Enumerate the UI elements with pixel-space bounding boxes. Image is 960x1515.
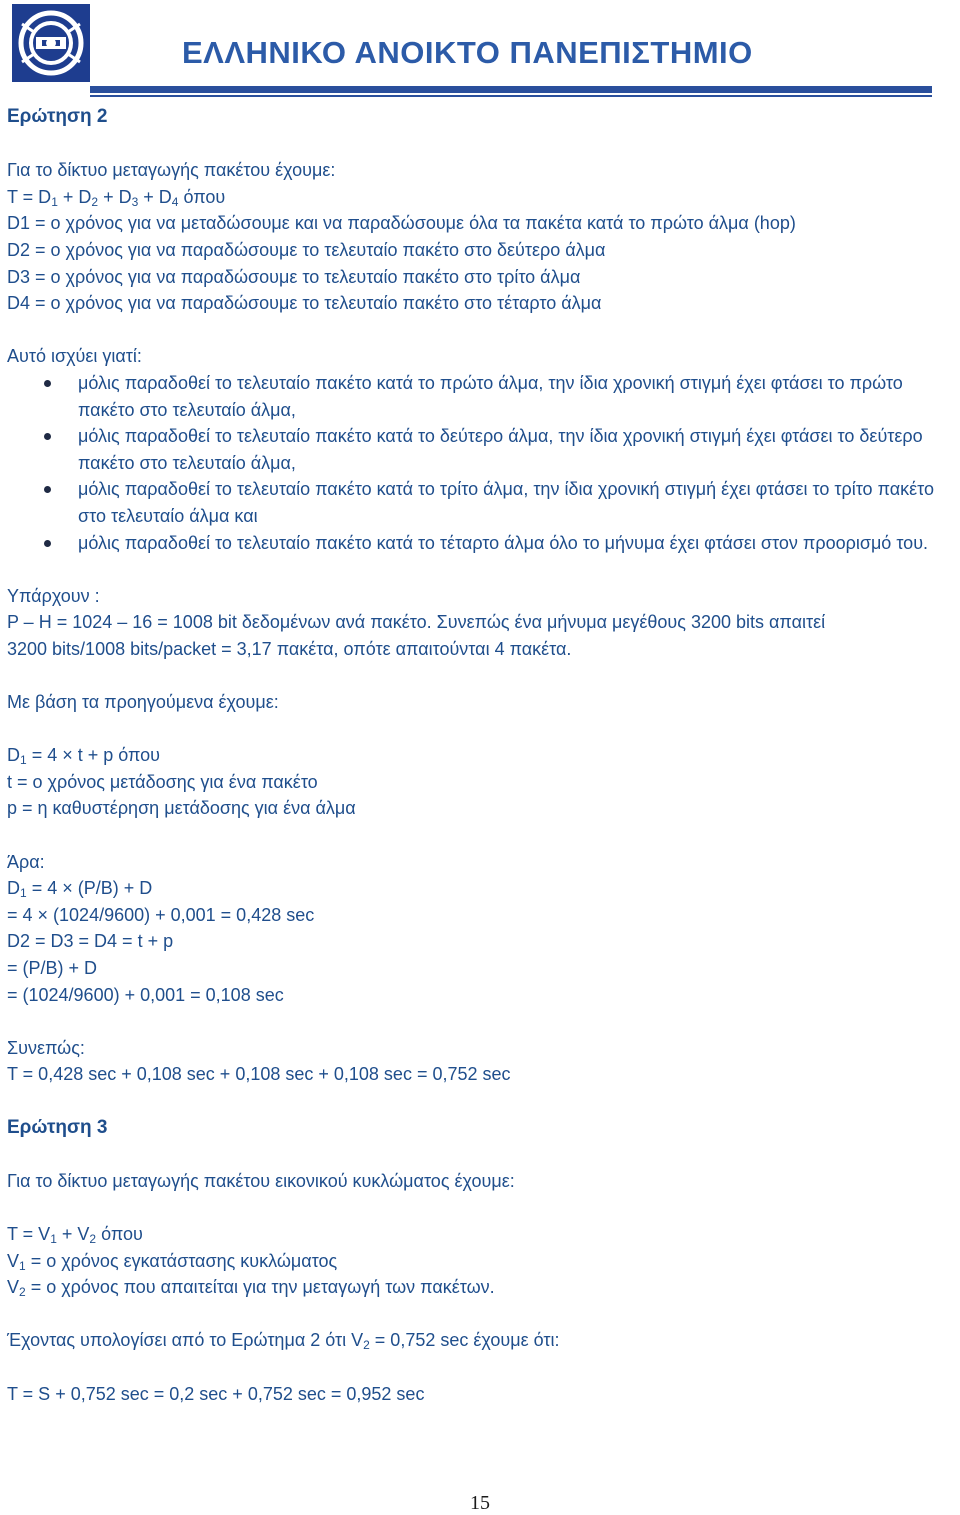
q2-calc-2: = 4 × (1024/9600) + 0,001 = 0,428 sec xyxy=(7,904,315,925)
list-item: μόλις παραδοθεί το τελευταίο πακέτο κατά το τέταρτο άλμα όλο το μήνυμα έχει φτάσει στον προορισμό του. xyxy=(7,530,955,557)
q2-therefore: Συνεπώς: xyxy=(7,1037,85,1058)
list-item: μόλις παραδοθεί το τελευταίο πακέτο κατά το πρώτο άλμα, την ίδια χρονική στιγμή έχει φτάσει το πρώτο πακέτο στο τελευταίο άλμα, xyxy=(7,370,955,423)
q3-v1-def: $V_1 = o$ χρόνος εγκατάστασης κυκλώματος xyxy=(7,1250,338,1273)
q2-d1-formula: $D_1 = 4 \times t + p$ όπου xyxy=(7,745,161,768)
q3-intro: Για το δίκτυο μεταγωγής πακέτου εικονικού κυκλώματος έχουμε: xyxy=(7,1170,515,1191)
bullet-icon xyxy=(44,486,51,493)
q3-final: T = S + 0,752 sec = 0,2 sec + 0,752 sec = 0,952 sec xyxy=(7,1383,425,1404)
q2-p-def: p = η καθυστέρηση μετάδοσης για ένα άλμα xyxy=(7,798,356,819)
question-2-heading: Ερώτηση 2 xyxy=(7,106,108,127)
q2-bits-line: 3200 bits/1008 bits/packet = 3,17 πακέτα, οπότε απαιτούνται 4 πακέτα. xyxy=(7,638,572,659)
q2-total: T = 0,428 sec + 0,108 sec + 0,108 sec + 0,108 sec = 0,752 sec xyxy=(7,1064,511,1085)
q2-d1-def: D1 = ο χρόνος για να μεταδώσουμε και να παραδώσουμε όλα τα πακέτα κατά το πρώτο άλμα (hop) xyxy=(7,213,796,234)
q3-t-formula: $T = V_1 + V_2$ όπου xyxy=(7,1223,143,1246)
q2-ph-line: P – H = 1024 – 16 = 1008 bit δεδομένων ανά πακέτο. Συνεπώς ένα μήνυμα μεγέθους 3200 bits απαιτεί xyxy=(7,612,826,633)
q2-why: Αυτό ισχύει γιατί: xyxy=(7,346,142,367)
q2-intro: Για το δίκτυο μεταγωγής πακέτου έχουμε: xyxy=(7,160,336,181)
header-title: ΕΛΛΗΝΙΚΟ ΑΝΟΙΚΤΟ ΠΑΝΕΠΙΣΤΗΜΙΟ xyxy=(182,35,753,70)
q2-calc-5: = (1024/9600) + 0,001 = 0,108 sec xyxy=(7,984,284,1005)
q3-v2-def: $V_2 = o$ χρόνος που απαιτείται για την μεταγωγή των πακέτων. xyxy=(7,1277,495,1300)
q3-having: Έχοντας υπολογίσει από το Ερώτημα 2 ότι $V_2 = 0,752$ sec έχουμε ότι: xyxy=(7,1330,560,1353)
q2-d4-def: D4 = ο χρόνος για να παραδώσουμε το τελευταίο πακέτο στο τέταρτο άλμα xyxy=(7,293,602,314)
bullet-icon xyxy=(44,433,51,440)
list-item: μόλις παραδοθεί το τελευταίο πακέτο κατά το δεύτερο άλμα, την ίδια χρονική στιγμή έχει φτάσει το δεύτερο πακέτο στο τελευταίο άλμα, xyxy=(7,423,955,476)
q2-ara: Άρα: xyxy=(7,851,45,872)
q2-calc-4: = (P/B) + D xyxy=(7,958,98,978)
q2-exist: Υπάρχουν : xyxy=(7,585,100,606)
q2-based: Με βάση τα προηγούμενα έχουμε: xyxy=(7,692,279,713)
header-rule xyxy=(90,86,932,93)
page-number: 15 xyxy=(470,1492,490,1514)
list-item: μόλις παραδοθεί το τελευταίο πακέτο κατά το τρίτο άλμα, την ίδια χρονική στιγμή έχει φτάσει το τρίτο πακέτο στο τελευταίο άλμα και xyxy=(7,476,955,529)
bullet-icon xyxy=(44,380,51,387)
q2-d2-def: D2 = ο χρόνος για να παραδώσουμε το τελευταίο πακέτο στο δεύτερο άλμα xyxy=(7,239,606,260)
bullet-icon xyxy=(44,540,51,547)
q2-calc-1: $D_1 = 4 \times (P/B) + D$ xyxy=(7,878,153,901)
q2-calc-3: D2 = D3 = D4 = t + p xyxy=(7,931,174,952)
document-body xyxy=(7,104,955,1407)
q2-bullet-list xyxy=(7,370,955,556)
q2-d3-def: D3 = ο χρόνος για να παραδώσουμε το τελευταίο πακέτο στο τρίτο άλμα xyxy=(7,266,581,287)
university-seal-icon xyxy=(12,4,90,82)
q2-t-def: t = ο χρόνος μετάδοσης για ένα πακέτο xyxy=(7,771,318,792)
header-rule-thin xyxy=(90,95,932,97)
q2-t-formula: $T = D_1 + D_2 + D_3 + D_4$ όπου xyxy=(7,186,226,209)
question-3-heading: Ερώτηση 3 xyxy=(7,1116,108,1138)
